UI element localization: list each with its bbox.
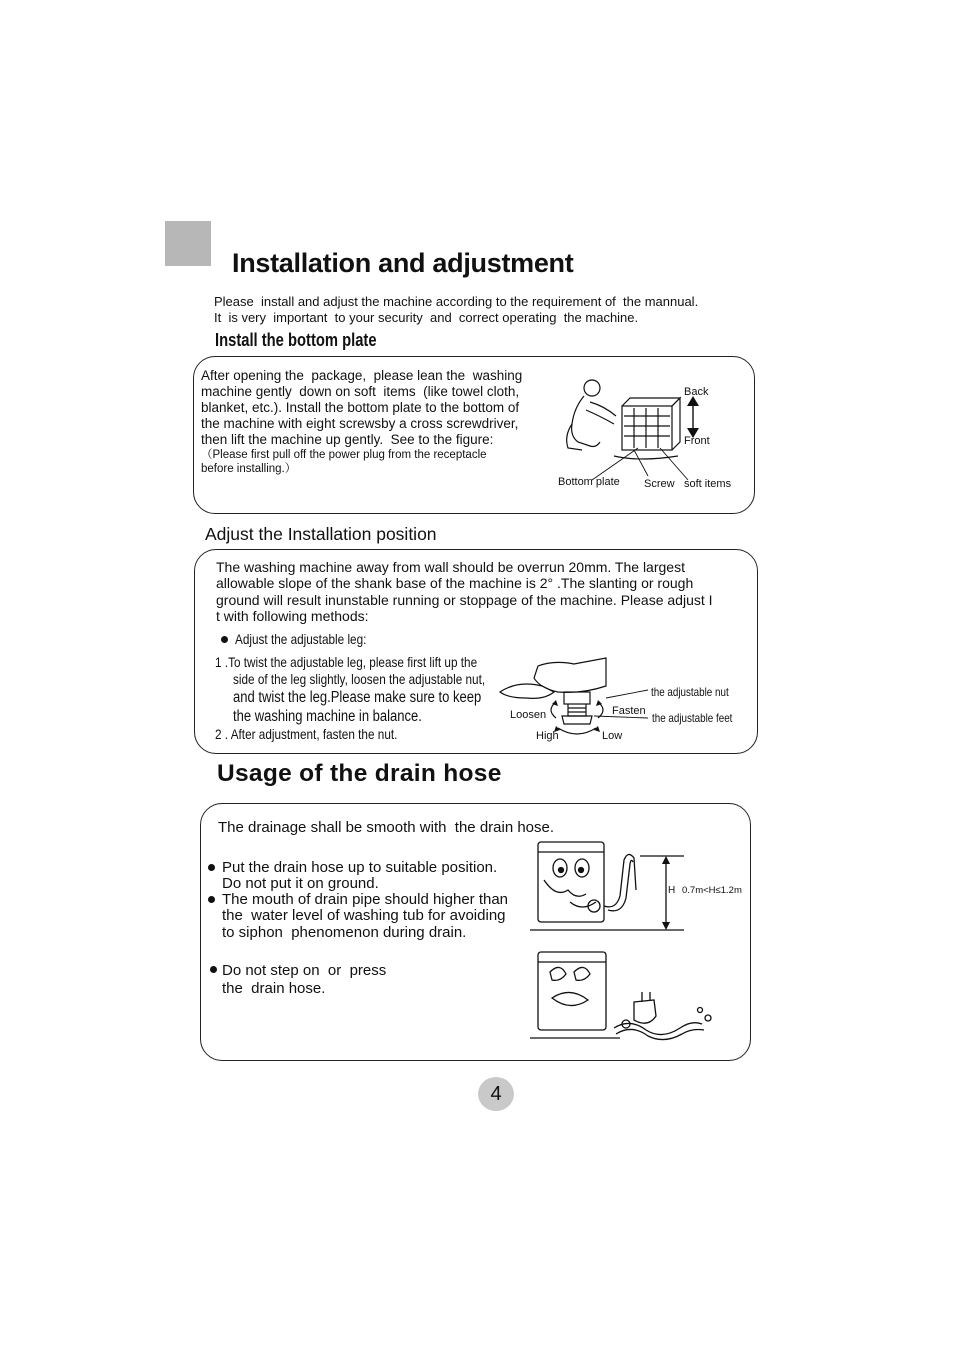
label-screw: Screw <box>644 478 675 490</box>
bottom-plate-line: blanket, etc.). Install the bottom plate to the bottom of <box>201 400 520 415</box>
adjust-bullet-text: Adjust the adjustable leg: <box>235 631 367 647</box>
drain-line: to siphon phenomenon during drain. <box>222 923 467 941</box>
drain-line: Do not step on or press <box>222 962 387 979</box>
adjust-line: The washing machine away from wall should be overrun 20mm. The largest <box>216 559 685 575</box>
drain-line: The mouth of drain pipe should higher than <box>222 891 509 908</box>
adjust-position-heading: Adjust the Installation position <box>205 524 437 544</box>
label-high: High <box>536 730 559 742</box>
drain-line: Put the drain hose up to suitable position. <box>222 859 498 876</box>
stepped-hose-illustration <box>530 948 715 1043</box>
step1-line: the washing machine in balance. <box>233 708 422 725</box>
adjust-line: ground will result inunstable running or stoppage of the machine. Please adjust I <box>216 591 713 608</box>
bottom-plate-line: machine gently down on soft items (like towel cloth, <box>201 384 520 399</box>
bottom-plate-line: After opening the package, please lean the washing <box>201 368 523 383</box>
step1-line: 1 .To twist the adjustable leg, please first lift up the <box>215 654 478 670</box>
bottom-plate-text <box>201 368 522 448</box>
adjust-line: allowable slope of the shank base of the machine is 2° .The slanting or rough <box>216 575 694 592</box>
bullet-dot <box>210 966 217 973</box>
adjustable-leg-illustration <box>498 658 658 748</box>
drain-line: the water level of washing tub for avoiding <box>222 907 506 925</box>
step1-line: and twist the leg.Please make sure to keep <box>233 689 482 706</box>
page-title: Installation and adjustment <box>232 248 574 278</box>
drain-hose-heading: Usage of the drain hose <box>217 760 502 787</box>
drain-bullet1 <box>222 860 497 893</box>
label-adjustable-feet: the adjustable feet <box>652 711 733 725</box>
bullet-dot <box>208 864 215 871</box>
back-front-arrow <box>686 394 700 440</box>
bullet-dot <box>221 636 228 643</box>
intro-line: Please install and adjust the machine according to the requirement of the mannual. <box>214 294 699 309</box>
intro-line: It is very important to your security and correct operating the machine. <box>214 310 639 325</box>
page-number: 4 <box>478 1077 514 1111</box>
adjust-line: t with following methods: <box>216 607 369 624</box>
drain-intro: The drainage shall be smooth with the drain hose. <box>218 819 555 836</box>
raised-hose-illustration <box>530 840 690 935</box>
label-front: Front <box>684 435 710 447</box>
label-height-range: 0.7m<H≤1.2m <box>682 885 742 896</box>
label-soft-items: soft items <box>684 478 732 490</box>
bottom-plate-heading: Install the bottom plate <box>215 330 377 350</box>
bottom-plate-line: the machine with eight screwsby a cross screwdriver, <box>201 416 519 431</box>
note-line: before installing.） <box>201 463 297 475</box>
bottom-plate-line: then lift the machine up gently. See to the figure: <box>201 432 494 447</box>
label-low: Low <box>602 730 623 742</box>
step2-line: 2 . After adjustment, fasten the nut. <box>215 726 398 742</box>
intro-text <box>214 294 698 326</box>
label-fasten: Fasten <box>612 705 646 717</box>
label-adjustable-nut: the adjustable nut <box>651 685 729 699</box>
drain-line: the drain hose. <box>222 980 326 997</box>
drain-bullet2 <box>222 892 508 941</box>
adjust-position-text <box>216 559 713 624</box>
section-tab-marker <box>165 221 211 266</box>
drain-line: Do not put it on ground. <box>222 875 379 893</box>
label-bottom-plate: Bottom plate <box>558 476 620 488</box>
label-back: Back <box>684 386 709 398</box>
note-line: （Please first pull off the power plug from the receptacle <box>201 449 487 461</box>
drain-bullet3 <box>222 962 386 998</box>
label-loosen: Loosen <box>510 709 547 721</box>
step1-line: side of the leg slightly, loosen the adjustable nut, <box>233 671 486 687</box>
bottom-plate-note <box>201 448 487 476</box>
bullet-dot <box>208 896 215 903</box>
label-h: H <box>668 885 676 896</box>
